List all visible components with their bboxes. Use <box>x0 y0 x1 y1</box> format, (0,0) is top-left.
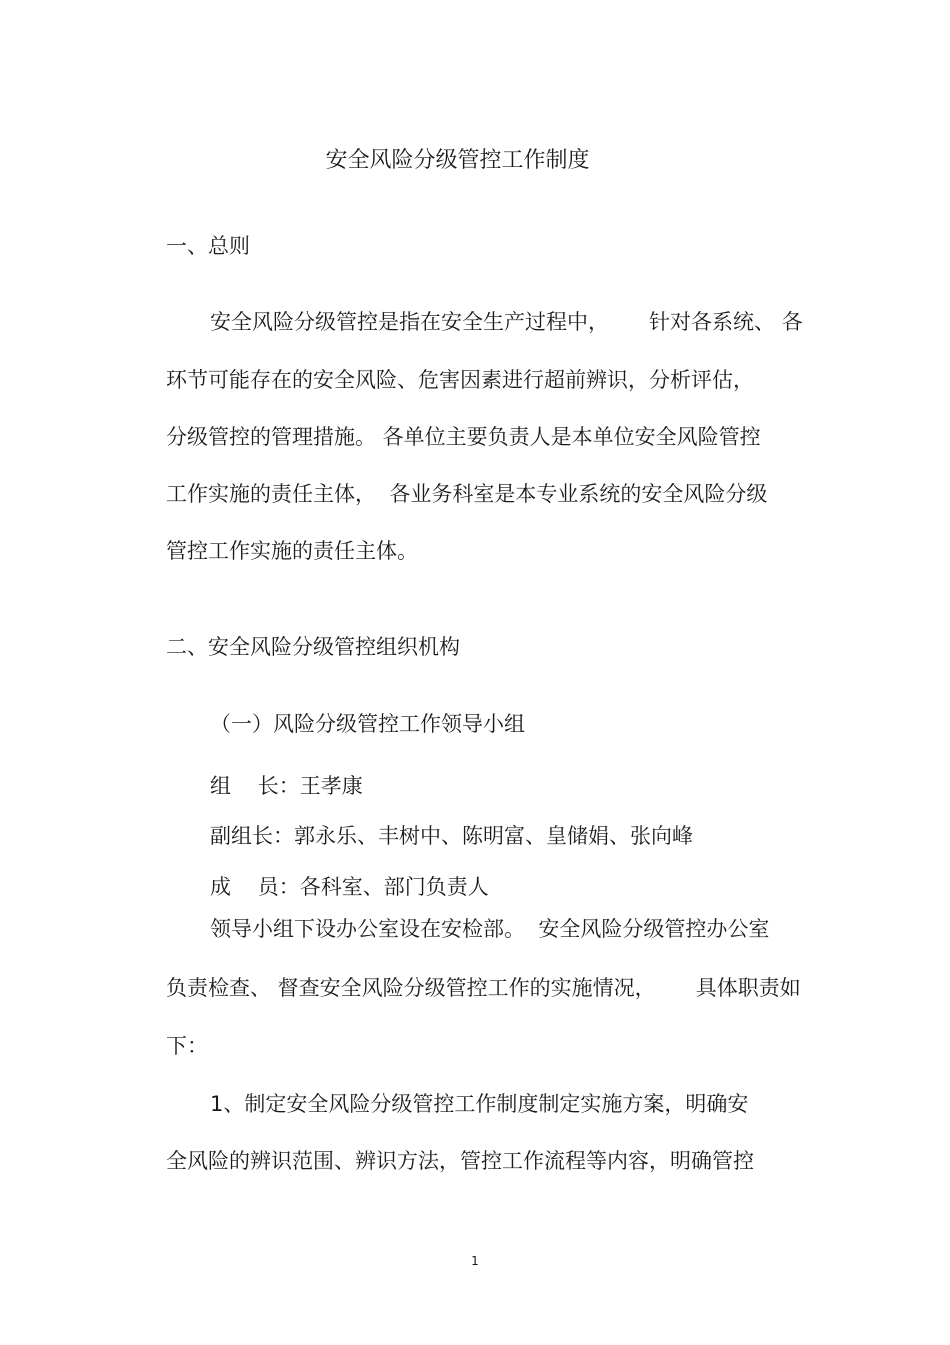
page-number: 1 <box>471 1254 479 1268</box>
paragraph-line: 环节可能存在的安全风险、危害因素进行超前辨识，分析评估， <box>166 368 754 392</box>
member-line: 成 员：各科室、部门负责人 <box>210 875 489 899</box>
section-heading-general: 一、总则 <box>166 234 250 258</box>
member-line: 副组长：郭永乐、丰树中、陈明富、皇储娟、张向峰 <box>210 824 693 848</box>
paragraph-line: 领导小组下设办公室设在安检部。 安全风险分级管控办公室 <box>210 917 770 941</box>
paragraph-line: 工作实施的责任主体， 各业务科室是本专业系统的安全风险分级 <box>166 482 768 506</box>
paragraph-line: 负责检查、 督查安全风险分级管控工作的实施情况， 具体职责如 <box>166 976 801 1000</box>
document-title: 安全风险分级管控工作制度 <box>325 148 590 173</box>
paragraph-line: 下： <box>166 1034 208 1058</box>
paragraph-line: 1、制定安全风险分级管控工作制度制定实施方案，明确安 <box>210 1092 749 1116</box>
paragraph-line: 安全风险分级管控是指在安全生产过程中， 针对各系统、 各 <box>210 310 803 334</box>
member-line: 组 长：王孝康 <box>210 774 363 798</box>
section-heading-organization: 二、安全风险分级管控组织机构 <box>166 635 460 659</box>
subsection-heading: （一）风险分级管控工作领导小组 <box>210 712 525 736</box>
paragraph-line: 管控工作实施的责任主体。 <box>166 539 418 563</box>
paragraph-line: 分级管控的管理措施。 各单位主要负责人是本单位安全风险管控 <box>166 425 761 449</box>
paragraph-line: 全风险的辨识范围、辨识方法，管控工作流程等内容，明确管控 <box>166 1149 754 1173</box>
